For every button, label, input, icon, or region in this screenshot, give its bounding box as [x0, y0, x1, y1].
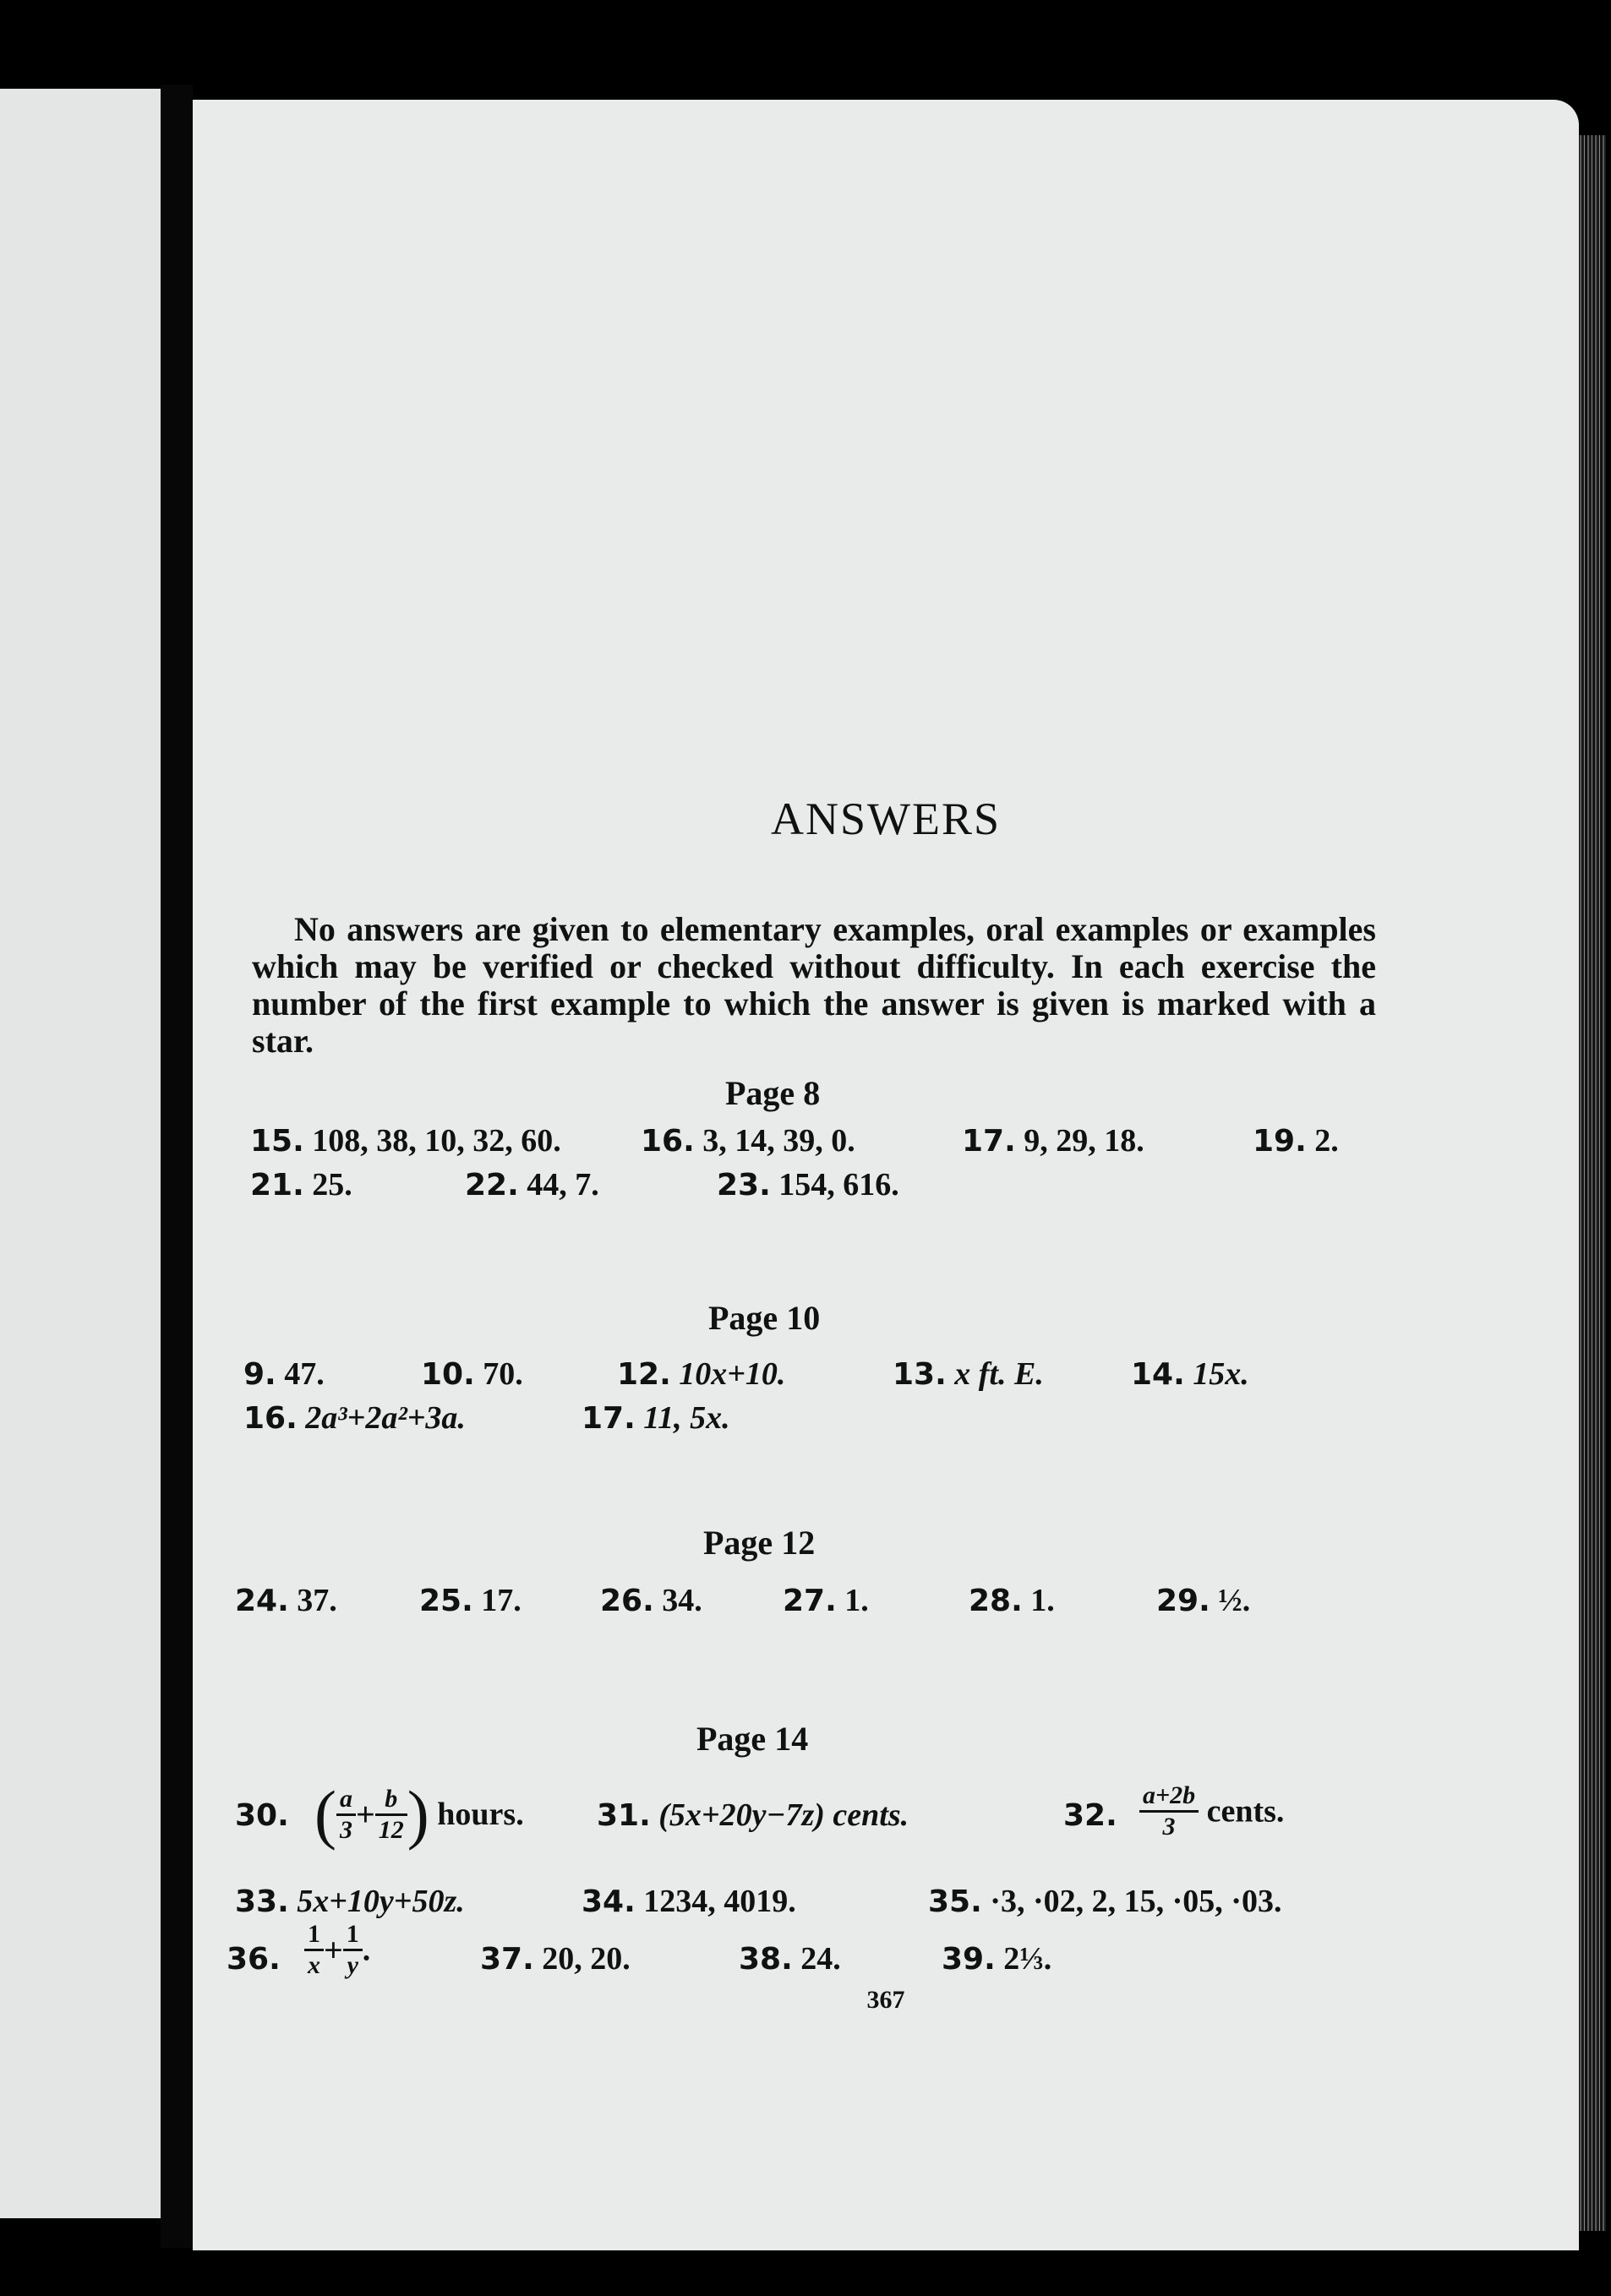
answer-number: 34.: [582, 1884, 636, 1919]
answer-number: 17.: [582, 1401, 636, 1436]
answer-number: 17.: [962, 1124, 1016, 1159]
fraction: $\frac{1}{x}$: [304, 1920, 324, 1980]
answer-value: (5x+20y−7z) cents.: [658, 1797, 909, 1833]
answer-item: [582, 1399, 730, 1437]
answer-value: 154, 616.: [778, 1167, 899, 1203]
answer-value: 34.: [662, 1583, 702, 1618]
answer-number: 15.: [250, 1124, 304, 1159]
left-paren: (: [314, 1777, 336, 1851]
answer-value: ·3, ·02, 2, 15, ·05, ·03.: [990, 1884, 1282, 1919]
answer-item: [1063, 1797, 1117, 1834]
answer-number: 19.: [1253, 1124, 1307, 1159]
answer-value: 24.: [800, 1941, 841, 1977]
answer-value: 44, 7.: [527, 1167, 599, 1203]
section-heading-page-10: Page 10: [708, 1299, 821, 1337]
answer-number: 22.: [465, 1168, 519, 1203]
answer-item: $\frac{1}{x}$ + $\frac{1}{y}$ .: [304, 1920, 370, 1980]
answer-number: 32.: [1063, 1798, 1117, 1833]
answer-number: 10.: [421, 1357, 475, 1392]
answer-number: 33.: [235, 1884, 289, 1919]
answer-value: 25.: [312, 1167, 352, 1203]
answer-item: [969, 1582, 1055, 1619]
answer-item: [641, 1122, 855, 1159]
answer-value: x ft. E.: [954, 1356, 1044, 1392]
answer-number: 12.: [617, 1357, 671, 1392]
answer-item: [928, 1883, 1281, 1920]
answer-value: 37.: [297, 1583, 337, 1618]
answer-number: 31.: [597, 1798, 651, 1833]
answer-item: [465, 1166, 599, 1203]
answer-item: [597, 1797, 909, 1834]
answer-number: 13.: [893, 1357, 947, 1392]
answer-value: 5x+10y+50z.: [297, 1884, 465, 1919]
book-gutter: [161, 85, 193, 2248]
answer-item: [962, 1122, 1144, 1159]
answer-item: [617, 1355, 785, 1393]
answer-item: [235, 1797, 289, 1834]
answer-item: [1156, 1582, 1250, 1619]
answer-value: 15x.: [1193, 1356, 1249, 1392]
answer-item: [419, 1582, 522, 1619]
answer-number: 37.: [480, 1942, 534, 1977]
answer-item: [582, 1883, 796, 1920]
answer-number: 24.: [235, 1584, 289, 1618]
answer-value: 17.: [481, 1583, 522, 1618]
answer-item: [250, 1166, 352, 1203]
left-facing-page: [0, 89, 161, 2218]
answer-number: 38.: [739, 1942, 793, 1977]
book-page: [193, 100, 1579, 2250]
answer-number: 9.: [243, 1357, 276, 1392]
section-heading-page-14: Page 14: [696, 1720, 809, 1758]
answer-item: [893, 1355, 1044, 1393]
answer-item: $\frac{a+2b}{3}$ cents.: [1139, 1781, 1284, 1841]
intro-paragraph: No answers are given to elementary examples, oral examples or examples which may be verified or checked without difficulty. In each exercise the number of the first example to which the answer is given is marked with a star.: [252, 910, 1376, 1060]
fraction: $\frac{a+2b}{3}$: [1139, 1781, 1199, 1841]
answer-value: ½.: [1218, 1583, 1251, 1618]
answer-value: 11, 5x.: [643, 1400, 730, 1436]
answer-number: 26.: [600, 1584, 654, 1618]
answer-number: 21.: [250, 1168, 304, 1203]
answer-value: 10x+10.: [679, 1356, 786, 1392]
answer-item: [480, 1940, 631, 1977]
answer-value: 47.: [284, 1356, 325, 1392]
answer-item: [421, 1355, 523, 1393]
answer-item: [942, 1940, 1051, 1977]
answer-value: 1.: [1030, 1583, 1055, 1618]
answer-item: [250, 1122, 561, 1159]
answer-item: [717, 1166, 899, 1203]
answer-item: [243, 1399, 466, 1437]
page-number: 367: [866, 1986, 905, 2014]
answer-value: 2a³+2a²+3a.: [305, 1400, 466, 1436]
answer-item: [739, 1940, 841, 1977]
fraction: $\frac{a}{3}$: [336, 1785, 356, 1845]
answer-value: 3, 14, 39, 0.: [702, 1123, 855, 1159]
answer-item: ( $\frac{a}{3}$ + $\frac{b}{12}$ ) hours.: [314, 1777, 524, 1851]
fraction: $\frac{b}{12}$: [375, 1785, 407, 1845]
answer-item: [1253, 1122, 1339, 1159]
answer-number: 23.: [717, 1168, 771, 1203]
answer-number: 16.: [641, 1124, 695, 1159]
answer-value: 70.: [483, 1356, 523, 1392]
answer-number: 14.: [1131, 1357, 1185, 1392]
answer-number: 30.: [235, 1798, 289, 1833]
answer-number: 16.: [243, 1401, 298, 1436]
answer-number: 36.: [227, 1942, 281, 1977]
answer-number: 29.: [1156, 1584, 1210, 1618]
answer-item: [783, 1582, 869, 1619]
answer-value: 1234, 4019.: [643, 1884, 796, 1919]
answer-item: [1131, 1355, 1249, 1393]
answer-number: 39.: [942, 1942, 996, 1977]
right-paren: ): [407, 1777, 429, 1851]
answer-item: [235, 1582, 337, 1619]
answer-item: [235, 1883, 465, 1920]
answer-number: 35.: [928, 1884, 982, 1919]
answer-number: 25.: [419, 1584, 473, 1618]
answer-value: 9, 29, 18.: [1024, 1123, 1144, 1159]
answer-number: 27.: [783, 1584, 837, 1618]
answer-item: [600, 1582, 702, 1619]
answer-value: 20, 20.: [542, 1941, 631, 1977]
section-heading-page-12: Page 12: [703, 1524, 816, 1562]
section-heading-page-8: Page 8: [725, 1074, 821, 1112]
answer-value: 2.: [1314, 1123, 1339, 1159]
answer-number: 28.: [969, 1584, 1023, 1618]
answer-value: 1.: [844, 1583, 869, 1618]
answer-item: [243, 1355, 325, 1393]
fraction: $\frac{1}{y}$: [343, 1920, 363, 1980]
answer-value: 108, 38, 10, 32, 60.: [312, 1123, 561, 1159]
page-title: ANSWERS: [770, 794, 1002, 844]
answer-value: 2⅓.: [1003, 1941, 1052, 1977]
answer-item: [227, 1940, 281, 1977]
